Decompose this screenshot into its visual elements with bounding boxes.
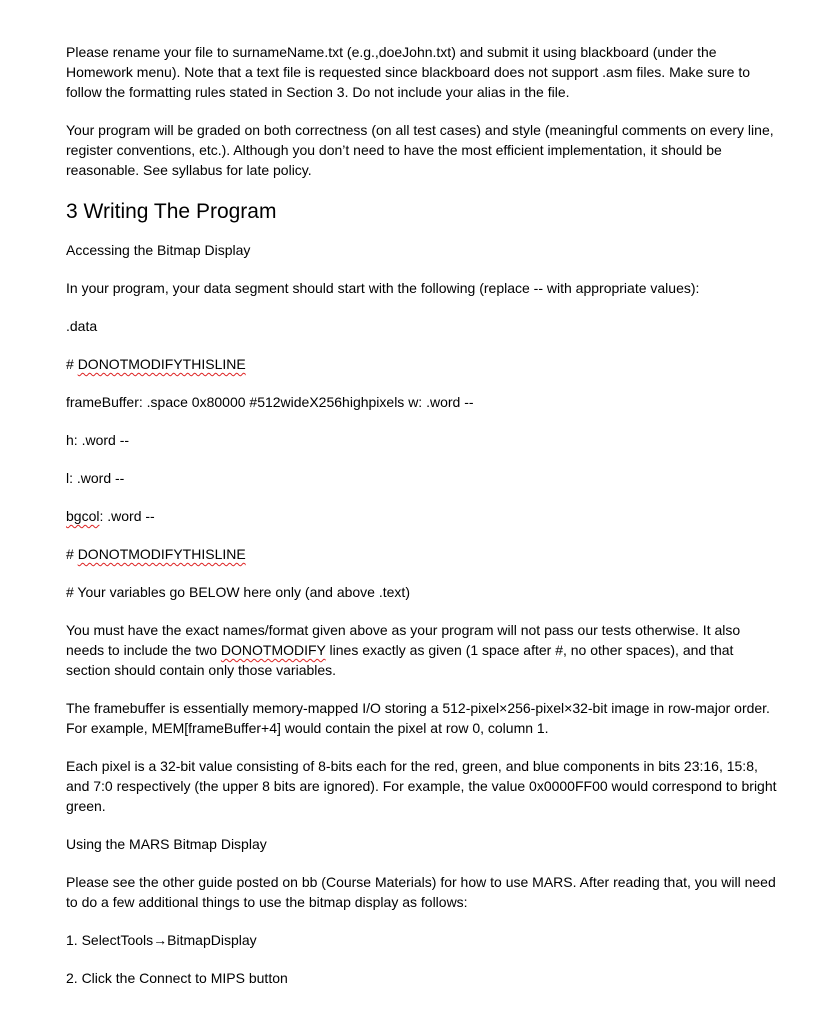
code-data-directive: .data	[66, 318, 98, 334]
data-segment-intro: In your program, your data segment should start with the following (replace -- with appropriate values):	[66, 280, 700, 296]
mars-paragraph: Please see the other guide posted on bb (Course Materials) for how to use MARS. After reading that, you will need to do a few additional things to use the bitmap display as follows:	[66, 874, 776, 910]
bgcol-name: bgcol	[66, 508, 100, 524]
framebuffer-paragraph: The framebuffer is essentially memory-mapped I/O storing a 512-pixel×256-pixel×32-bit image in row-major order. For example, MEM[frameBuffer+4] would contain the pixel at row 0, column 1.	[66, 700, 770, 736]
code-framebuffer-line: frameBuffer: .space 0x80000 #512wideX256highpixels w: .word --	[66, 394, 474, 410]
code-marker-line-1	[66, 354, 778, 374]
exact-names-after: lines exactly as given (1 space after #, no other spaces), and that section should contain only those variables.	[66, 642, 734, 678]
marker-word: DONOTMODIFYTHISLINE	[77, 546, 246, 562]
code-l-line: l: .word --	[66, 470, 125, 486]
submission-instructions-paragraph: Please rename your file to surnameName.txt (e.g.,doeJohn.txt) and submit it using blackboard (under the Homework menu). Note that a text file is requested since blackboard does not support .asm files. Make sure to follow the formatting rules stated in Section 3. Do not include your alias in the file.	[66, 44, 750, 100]
exact-names-before: You must have the exact names/format given above as your program will not pass our tests otherwise. It also needs to include the two	[66, 622, 741, 658]
pixel-paragraph: Each pixel is a 32-bit value consisting of 8-bits each for the red, green, and blue components in bits 23:16, 15:8, and 7:0 respectively (the upper 8 bits are ignored). For example, the value 0x0000FF00 would correspond to bright green.	[66, 758, 777, 814]
code-h-line: h: .word --	[66, 432, 130, 448]
exact-names-paragraph	[66, 620, 778, 680]
step-item: 1. SelectTools→BitmapDisplay	[66, 932, 257, 948]
mars-subheading: Using the MARS Bitmap Display	[66, 836, 267, 852]
grading-paragraph: Your program will be graded on both correctness (on all test cases) and style (meaningful comments on every line, register conventions, etc.). Although you don’t need to have the most efficient implementation, it should be reasonable. See syllabus for late policy.	[66, 122, 774, 178]
step-item: 2. Click the Connect to MIPS button	[66, 970, 288, 986]
exact-names-squiggle-word: DONOTMODIFY	[220, 642, 326, 658]
document-page	[66, 42, 778, 1006]
section-heading: 3 Writing The Program	[66, 200, 277, 223]
code-bgcol-line	[66, 506, 778, 526]
code-variables-comment: # Your variables go BELOW here only (and above .text)	[66, 584, 410, 600]
bitmap-subheading: Accessing the Bitmap Display	[66, 242, 251, 258]
marker-hash: #	[66, 356, 78, 372]
bgcol-rest: : .word --	[99, 508, 155, 524]
marker-hash: #	[66, 546, 78, 562]
marker-word: DONOTMODIFYTHISLINE	[77, 356, 246, 372]
code-marker-line-2	[66, 544, 778, 564]
